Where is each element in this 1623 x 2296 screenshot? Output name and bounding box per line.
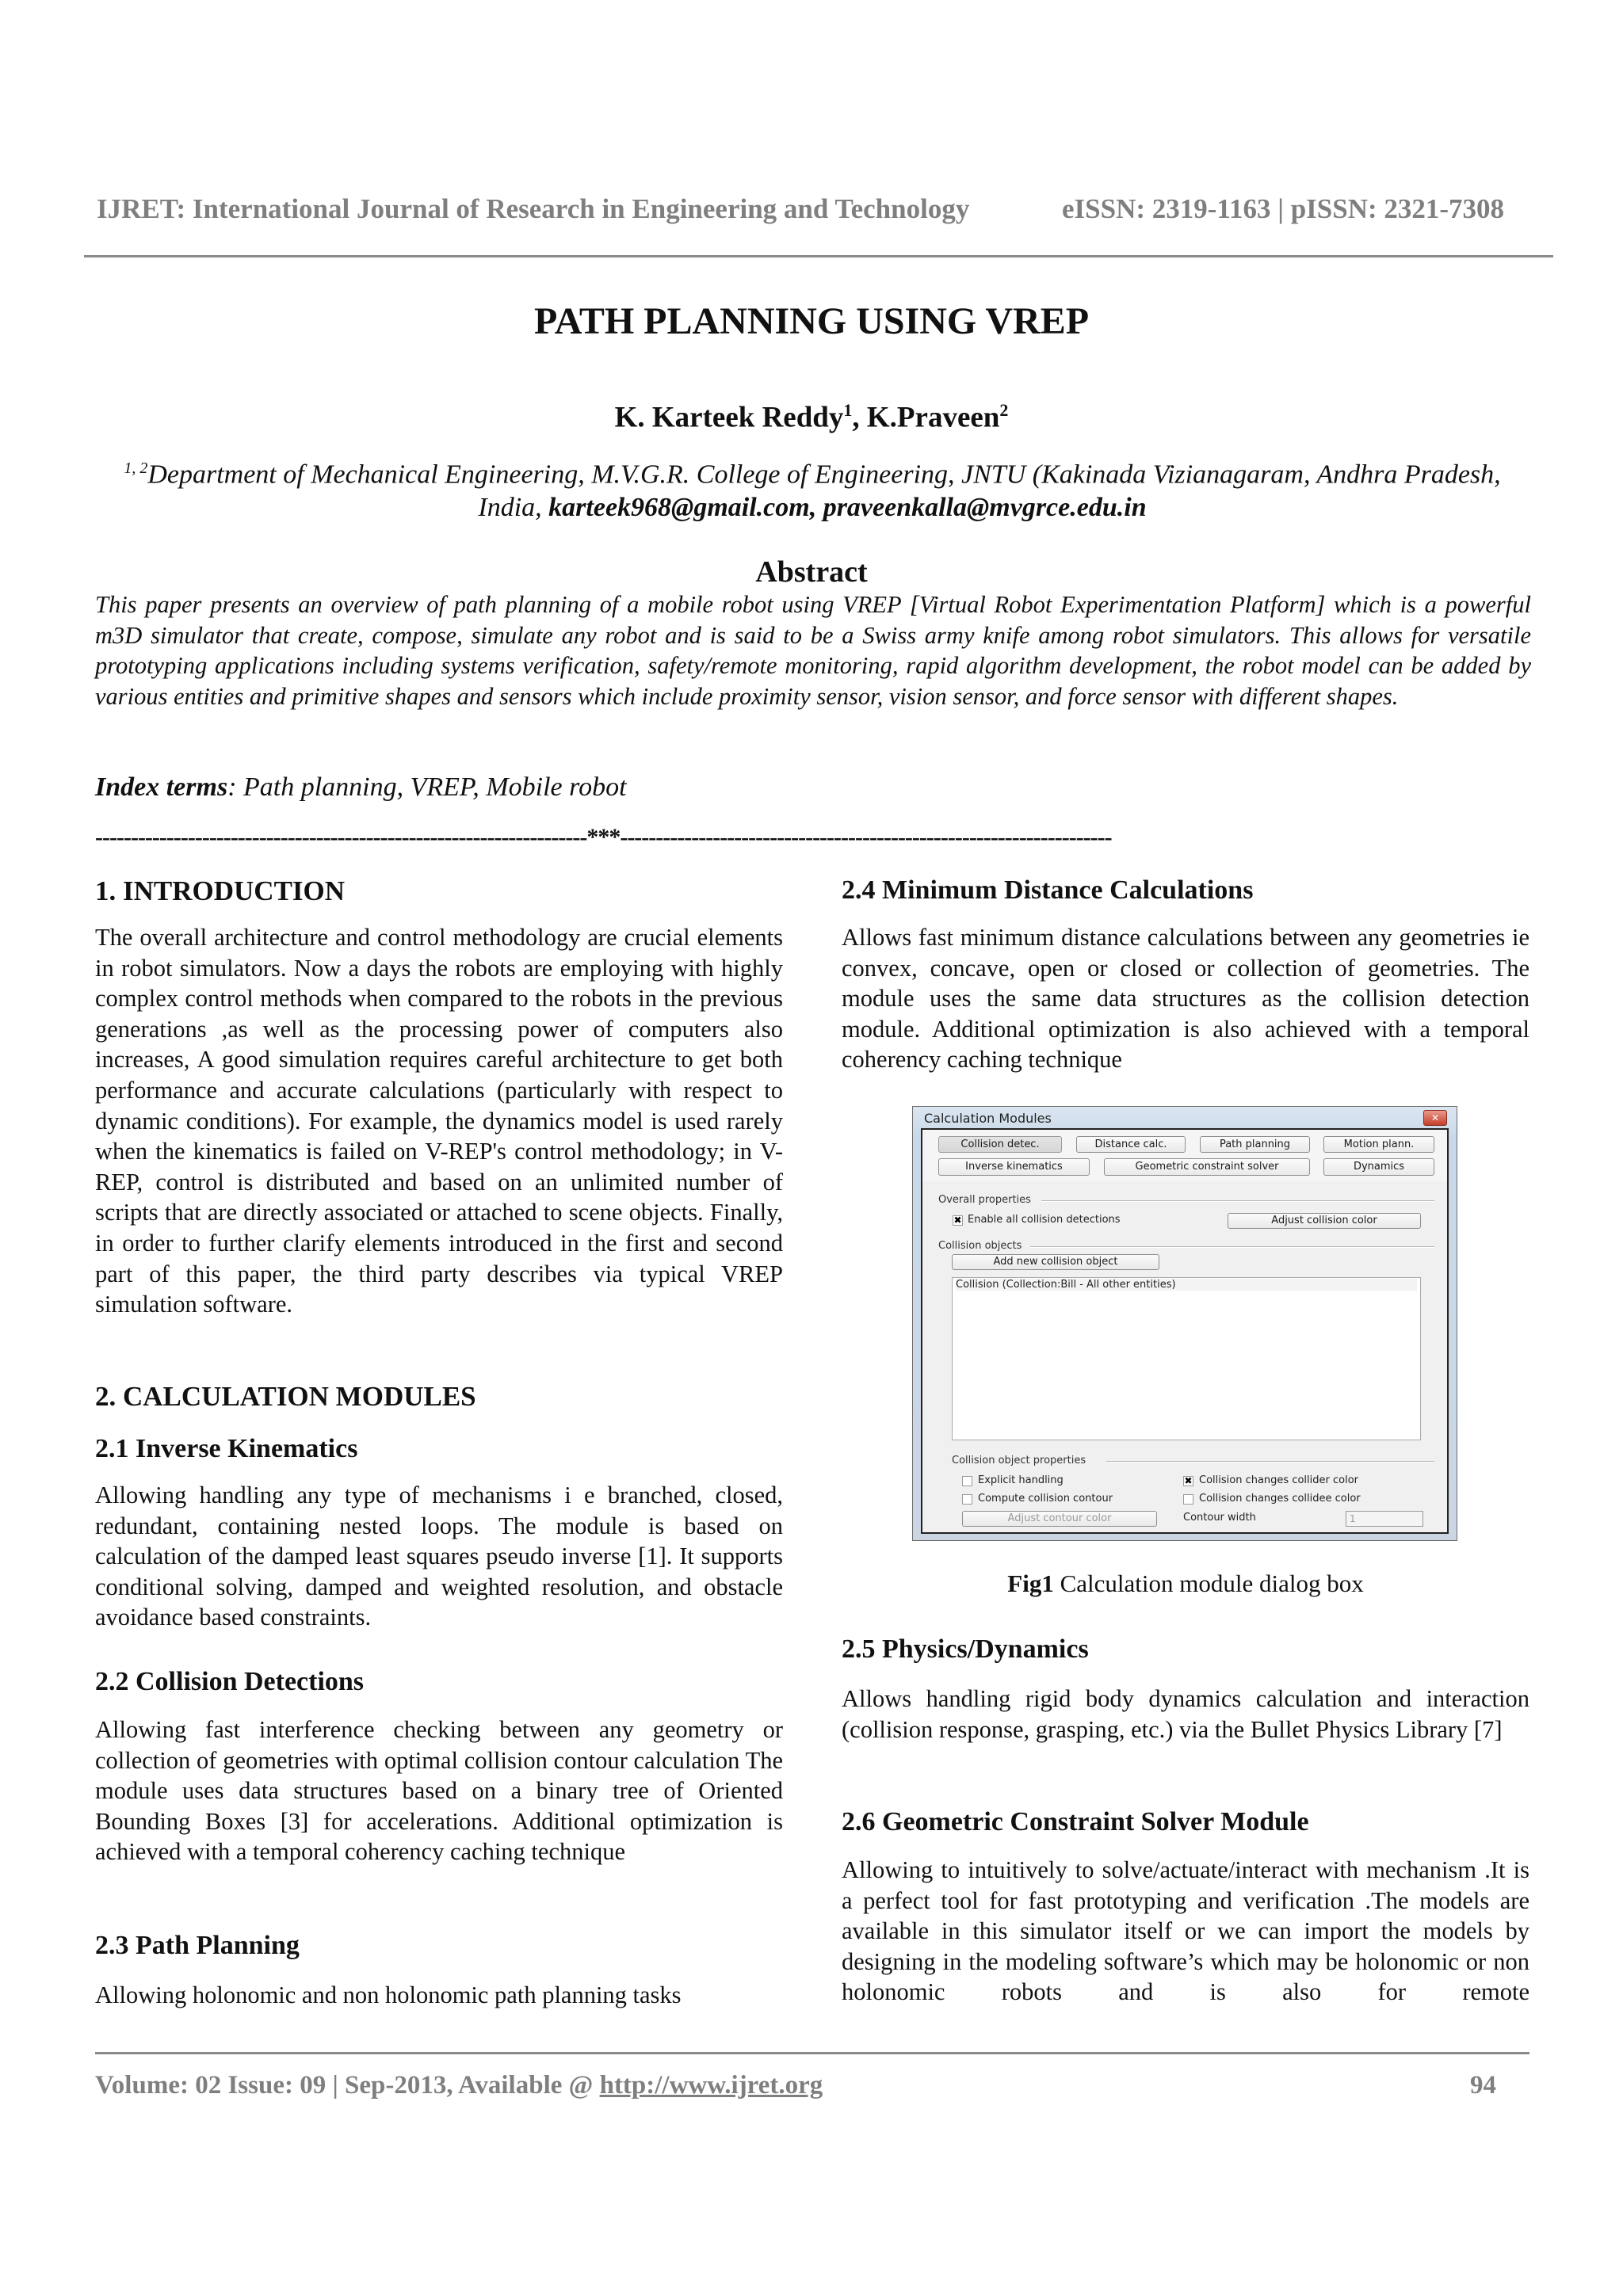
author-1: K. Karteek Reddy [614, 401, 844, 434]
collidee-color-label: Collision changes collidee color [1199, 1493, 1361, 1505]
paper-title: PATH PLANNING USING VREP [533, 300, 1090, 342]
introduction-text: The overall architecture and control methodology are crucial elements in robot simulators. Now a days the robots are employing with highly complex control methods when compared to the robots in the previous generations ,as well as the processing power of computers also increases, A good simulation requires careful architecture to get both performance and accurate calculations (particularly with respect to dynamic conditions). For example, the dynamics model is used rarely when the kinematics is failed on V-REP's control methodology; in V-REP, control is distributed and based on an unlimited number of scripts that are directly associated or attached to scene objects. Finally, in order to further clarify elements introduced in the first and second part of this paper, the third party describes via typical VREP simulation software. [95, 924, 783, 1318]
minimum-distance-text: Allows fast minimum distance calculations between any geometries ie convex, concave, open or closed or collection of geometries. The module uses the same data structures as the collision detection module. Additional optimization is also achieved with a temporal coherency caching technique [842, 924, 1529, 1074]
collider-color-checkbox[interactable]: ✖ [1184, 1475, 1193, 1486]
index-terms-values: : Path planning, VREP, Mobile robot [227, 772, 627, 802]
overall-properties-divider [1041, 1200, 1434, 1202]
explicit-handling-label: Explicit handling [978, 1474, 1064, 1486]
enable-all-collision-label: Enable all collision detections [968, 1214, 1121, 1226]
author-1-sup: 1 [843, 400, 853, 420]
section-separator: ---------------------------------------------------------------------***--------------------------------------------------------------------- [95, 824, 1112, 850]
collision-objects-divider [1030, 1246, 1434, 1248]
index-terms-label: Index terms [95, 772, 228, 802]
figure-caption [842, 1569, 1529, 1598]
footer-volume-info [95, 2071, 823, 2100]
physics-dynamics-text: Allows handling rigid body dynamics calculation and interaction (collision response, grasping, etc.) via the Bullet Physics Library [7] [842, 1685, 1529, 1743]
contour-width-label: Contour width [1183, 1512, 1256, 1524]
explicit-handling-checkbox[interactable] [962, 1476, 972, 1486]
dialog-title: Calculation Modules [924, 1111, 1052, 1126]
author-2-sup: 2 [999, 400, 1009, 420]
collidee-color-checkbox[interactable] [1183, 1494, 1193, 1505]
authors-separator: , [852, 401, 867, 434]
tab-dynamics[interactable]: Dynamics [1323, 1158, 1434, 1176]
overall-properties-label: Overall properties [938, 1194, 1031, 1206]
enable-all-collision-checkbox[interactable]: ✖ [953, 1215, 962, 1226]
heading-minimum-distance: 2.4 Minimum Distance Calculations [842, 875, 1254, 905]
tab-path-planning[interactable]: Path planning [1200, 1136, 1310, 1153]
affiliation-text: Department of Mechanical Engineering, M.V.G.R. College of Engineering, JNTU (Kakinada Vizianagaram, Andhra Pradesh, India, [147, 460, 1501, 523]
page-number: 94 [1470, 2071, 1496, 2100]
footer-text: Volume: 02 Issue: 09 | Sep-2013, Available @ [95, 2071, 600, 2100]
collision-object-properties-divider [1106, 1461, 1434, 1463]
collision-objects-list[interactable] [952, 1277, 1421, 1440]
heading-physics-dynamics: 2.5 Physics/Dynamics [842, 1634, 1089, 1664]
add-collision-object-button[interactable]: Add new collision object [952, 1254, 1159, 1270]
inverse-kinematics-text: Allowing handling any type of mechanisms i e branched, closed, redundant, containing nested loops. The module is based on calculation of the damped least squares pseudo inverse [1]. It supports conditional solving, damped and weighted resolution, and obstacle avoidance based constraints. [95, 1482, 783, 1631]
figure-caption-label: Fig1 [1007, 1569, 1054, 1597]
affiliation [95, 452, 1529, 524]
heading-calculation-modules: 2. CALCULATION MODULES [95, 1381, 476, 1412]
affiliation-sup: 1, 2 [124, 460, 148, 477]
header-rule [84, 255, 1553, 257]
adjust-collision-color-button[interactable]: Adjust collision color [1228, 1213, 1421, 1229]
author-2: K.Praveen [866, 401, 1000, 434]
compute-collision-contour-checkbox[interactable] [962, 1494, 972, 1505]
tab-collision-detection[interactable]: Collision detec. [938, 1136, 1062, 1153]
journal-link[interactable]: http://www.ijret.org [599, 2071, 823, 2100]
figure-caption-text: Calculation module dialog box [1053, 1569, 1364, 1597]
close-icon[interactable]: ✕ [1423, 1110, 1447, 1126]
journal-header: IJRET: International Journal of Research in Engineering and Technology [97, 193, 970, 224]
heading-introduction: 1. INTRODUCTION [95, 875, 346, 906]
tab-motion-planning[interactable]: Motion plann. [1323, 1136, 1434, 1153]
contour-width-input[interactable]: 1 [1346, 1511, 1423, 1527]
author-emails[interactable]: karteek968@gmail.com, praveenkalla@mvgrce.edu.in [548, 493, 1147, 523]
tab-distance-calculation[interactable]: Distance calc. [1076, 1136, 1186, 1153]
dialog-panel [921, 1128, 1449, 1534]
geometric-constraint-solver-text: Allowing to intuitively to solve/actuate/interact with mechanism .It is a perfect tool for fast prototyping and verification .The models are available in this simulator itself or we can import the models by designing in the modeling software’s which may be holonomic or non holonomic robots and is also for remote [842, 1856, 1529, 2006]
heading-geometric-constraint-solver: 2.6 Geometric Constraint Solver Module [842, 1807, 1309, 1836]
calculation-modules-dialog [912, 1106, 1457, 1541]
collision-objects-label: Collision objects [938, 1240, 1022, 1252]
issn-header: eISSN: 2319-1163 | pISSN: 2321-7308 [1062, 193, 1505, 224]
abstract-heading: Abstract [755, 555, 868, 589]
tab-geometric-constraint-solver[interactable]: Geometric constraint solver [1104, 1158, 1310, 1176]
authors [0, 400, 1623, 434]
collider-color-label: Collision changes collider color [1199, 1474, 1358, 1486]
heading-inverse-kinematics: 2.1 Inverse Kinematics [95, 1434, 358, 1463]
path-planning-text: Allowing holonomic and non holonomic path planning tasks [95, 1981, 682, 2008]
collision-detections-text: Allowing fast interference checking between any geometry or collection of geometries with optimal collision contour calculation The module uses data structures based on a binary tree of Oriented Bounding Boxes [3] for accelerations. Additional optimization is achieved with a temporal coherency caching technique [95, 1716, 783, 1866]
compute-collision-contour-label: Compute collision contour [978, 1493, 1113, 1505]
heading-collision-detections: 2.2 Collision Detections [95, 1667, 365, 1696]
list-item[interactable]: Collision (Collection:Bill - All other entities) [956, 1279, 1417, 1291]
index-terms [95, 772, 627, 803]
footer-rule [95, 2052, 1529, 2054]
adjust-contour-color-button[interactable]: Adjust contour color [962, 1511, 1157, 1527]
heading-path-planning: 2.3 Path Planning [95, 1931, 300, 1960]
tab-inverse-kinematics[interactable]: Inverse kinematics [938, 1158, 1090, 1176]
abstract-text: This paper presents an overview of path planning of a mobile robot using VREP [Virtual Robot Experimentation Platform] which is a powerful m3D simulator that create, compose, simulate any robot and is said to be a Swiss army knife among robot simulators. This allows for versatile prototyping applications including systems verification, safety/remote monitoring, rapid algorithm development, the robot model can be added by various entities and primitive shapes and sensors which include proximity sensor, vision sensor, and force sensor with different shapes. [95, 591, 1531, 710]
collision-object-properties-label: Collision object properties [952, 1455, 1086, 1466]
